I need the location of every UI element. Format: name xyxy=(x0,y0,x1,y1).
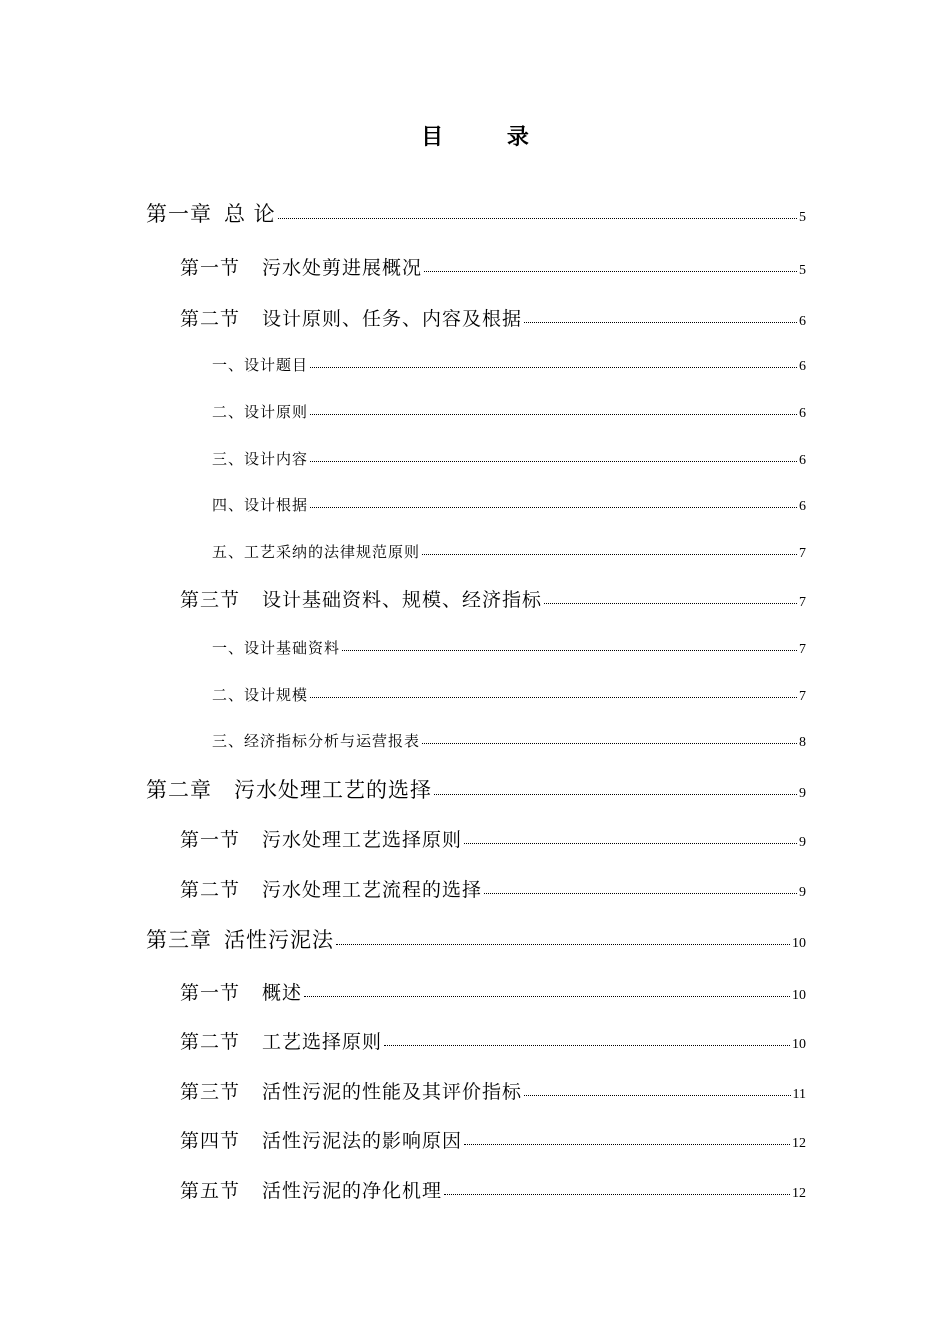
toc-page-number: 9 xyxy=(799,786,806,801)
toc-entry-text: 设计原则、任务、内容及根据 xyxy=(262,308,523,330)
toc-entry[interactable] xyxy=(180,825,806,852)
toc-entry-label xyxy=(180,1077,522,1104)
toc-leader xyxy=(336,944,790,945)
toc-entry-text: 工艺选择原则 xyxy=(262,1031,383,1053)
toc-entry-label xyxy=(146,198,276,228)
toc-entry-number: 第二节 xyxy=(180,308,241,330)
toc-entry[interactable] xyxy=(180,585,806,612)
toc-page-number: 11 xyxy=(792,1087,806,1102)
toc-entry-label xyxy=(180,1027,382,1054)
toc-page-number: 7 xyxy=(799,546,806,561)
toc-entry-text: 活性污泥法 xyxy=(224,928,334,952)
toc-entry-text: 设计基础资料 xyxy=(244,639,341,657)
toc-leader xyxy=(310,507,797,508)
toc-entry[interactable] xyxy=(212,401,806,422)
toc-page-number: 6 xyxy=(799,359,806,374)
toc-entry-text: 工艺采纳的法律规范原则 xyxy=(244,543,421,561)
toc-entry[interactable] xyxy=(212,684,806,705)
toc-title: 目 录 xyxy=(421,125,557,150)
toc-entry-number: 第一章 xyxy=(146,202,212,226)
toc-entry[interactable] xyxy=(180,1176,806,1203)
toc-entry-label xyxy=(180,253,422,280)
toc-leader xyxy=(444,1194,790,1195)
toc-entry-label xyxy=(212,448,308,469)
toc-page-number: 7 xyxy=(799,642,806,657)
toc-page-number: 7 xyxy=(799,689,806,704)
toc-leader xyxy=(310,461,797,462)
toc-entry-text: 设计原则 xyxy=(244,403,309,421)
toc-entry-text: 设计内容 xyxy=(244,450,309,468)
toc-entry[interactable] xyxy=(146,774,806,804)
toc-page-number: 10 xyxy=(792,936,806,951)
toc-entry-label xyxy=(180,825,462,852)
toc-entry-number: 第四节 xyxy=(180,1130,241,1152)
toc-page-number: 6 xyxy=(799,499,806,514)
toc-entry[interactable] xyxy=(212,448,806,469)
toc-entry[interactable] xyxy=(180,1077,806,1104)
toc-entry-number: 第一节 xyxy=(180,982,241,1004)
toc-entry-number: 第三章 xyxy=(146,928,212,952)
toc-entry[interactable] xyxy=(146,924,806,954)
toc-entry-number: 五、 xyxy=(212,543,245,561)
toc-leader xyxy=(310,414,797,415)
toc-leader xyxy=(434,794,797,795)
toc-entry-label xyxy=(180,304,522,331)
toc-leader xyxy=(484,893,797,894)
toc-entry-text: 活性污泥的净化机理 xyxy=(262,1180,443,1202)
toc-entry-number: 第二章 xyxy=(146,778,212,802)
toc-entry-label xyxy=(146,774,432,804)
toc-leader xyxy=(524,1095,790,1096)
toc-entry-number: 第一节 xyxy=(180,257,241,279)
toc-leader xyxy=(278,218,797,219)
toc-entry-number: 一、 xyxy=(212,356,245,374)
toc-entry-label xyxy=(180,1176,442,1203)
toc-leader xyxy=(384,1045,790,1046)
toc-entry-label xyxy=(180,585,542,612)
toc-entry[interactable] xyxy=(212,730,806,751)
toc-entry-number: 三、 xyxy=(212,732,245,750)
toc-page-number: 5 xyxy=(799,210,806,225)
toc-leader xyxy=(464,843,797,844)
toc-leader xyxy=(544,603,797,604)
toc-entry-label xyxy=(146,924,334,954)
toc-entry[interactable] xyxy=(180,1126,806,1153)
toc-page-number: 12 xyxy=(792,1186,806,1201)
toc-entry[interactable] xyxy=(212,494,806,515)
toc-entry-number: 第一节 xyxy=(180,829,241,851)
toc-entry[interactable] xyxy=(212,354,806,375)
toc-leader xyxy=(310,697,797,698)
toc-entry-label xyxy=(212,354,308,375)
toc-leader xyxy=(424,271,797,272)
toc-leader xyxy=(464,1144,790,1145)
toc-entry-text: 污水处剪进展概况 xyxy=(262,257,423,279)
toc-entry-text: 活性污泥的性能及其评价指标 xyxy=(262,1081,523,1103)
toc-entry-text: 设计根据 xyxy=(244,496,309,514)
toc-entry-number: 第三节 xyxy=(180,589,241,611)
toc-page-number: 10 xyxy=(792,1037,806,1052)
toc-entry-text: 污水处理工艺流程的选择 xyxy=(262,879,483,901)
toc-entry-label xyxy=(180,1126,462,1153)
toc-entry[interactable] xyxy=(146,198,806,228)
toc-entry-label xyxy=(212,730,420,751)
toc-entry-label xyxy=(180,875,482,902)
toc-entry[interactable] xyxy=(180,978,806,1005)
toc-entry-text: 设计基础资料、规模、经济指标 xyxy=(262,589,543,611)
toc-page-number: 5 xyxy=(799,263,806,278)
toc-entry[interactable] xyxy=(180,253,806,280)
toc-page-number: 7 xyxy=(799,595,806,610)
toc-page-number: 6 xyxy=(799,314,806,329)
toc-entry-number: 一、 xyxy=(212,639,245,657)
toc-entry-text: 污水处理工艺选择原则 xyxy=(262,829,463,851)
toc-entry-text: 总 论 xyxy=(224,202,276,226)
toc-entry-text: 经济指标分析与运营报表 xyxy=(244,732,421,750)
toc-entry-label xyxy=(212,494,308,515)
toc-leader xyxy=(422,743,797,744)
toc-entry-label xyxy=(212,684,308,705)
toc-entry[interactable] xyxy=(180,875,806,902)
toc-entry-label xyxy=(212,541,420,562)
toc-page-number: 8 xyxy=(799,735,806,750)
toc-leader xyxy=(524,322,797,323)
toc-page-number: 12 xyxy=(792,1136,806,1151)
toc-entry[interactable] xyxy=(212,637,806,658)
toc-entry-number: 四、 xyxy=(212,496,245,514)
toc-entry-label xyxy=(212,401,308,422)
toc-entry-text: 概述 xyxy=(262,982,303,1004)
toc-leader xyxy=(310,367,797,368)
toc-entry-number: 二、 xyxy=(212,686,245,704)
toc-entry-number: 二、 xyxy=(212,403,245,421)
toc-entry[interactable] xyxy=(180,304,806,331)
toc-entry-number: 第三节 xyxy=(180,1081,241,1103)
toc-page-number: 9 xyxy=(799,835,806,850)
toc-leader xyxy=(304,996,790,997)
toc-leader xyxy=(422,554,797,555)
toc-entry-number: 第二节 xyxy=(180,1031,241,1053)
toc-entry[interactable] xyxy=(212,541,806,562)
toc-entry-label xyxy=(180,978,302,1005)
toc-entry-number: 三、 xyxy=(212,450,245,468)
toc-entry-text: 活性污泥法的影响原因 xyxy=(262,1130,463,1152)
toc-entry-text: 设计题目 xyxy=(244,356,309,374)
toc-entry-text: 设计规模 xyxy=(244,686,309,704)
toc-page-number: 9 xyxy=(799,885,806,900)
toc-page-number: 10 xyxy=(792,988,806,1003)
toc-leader xyxy=(342,650,797,651)
toc-entry-text: 污水处理工艺的选择 xyxy=(234,778,432,802)
toc-entry-label xyxy=(212,637,340,658)
toc-entry-number: 第五节 xyxy=(180,1180,241,1202)
toc-entry[interactable] xyxy=(180,1027,806,1054)
toc-page-number: 6 xyxy=(799,406,806,421)
toc-entry-number: 第二节 xyxy=(180,879,241,901)
toc-page-number: 6 xyxy=(799,453,806,468)
